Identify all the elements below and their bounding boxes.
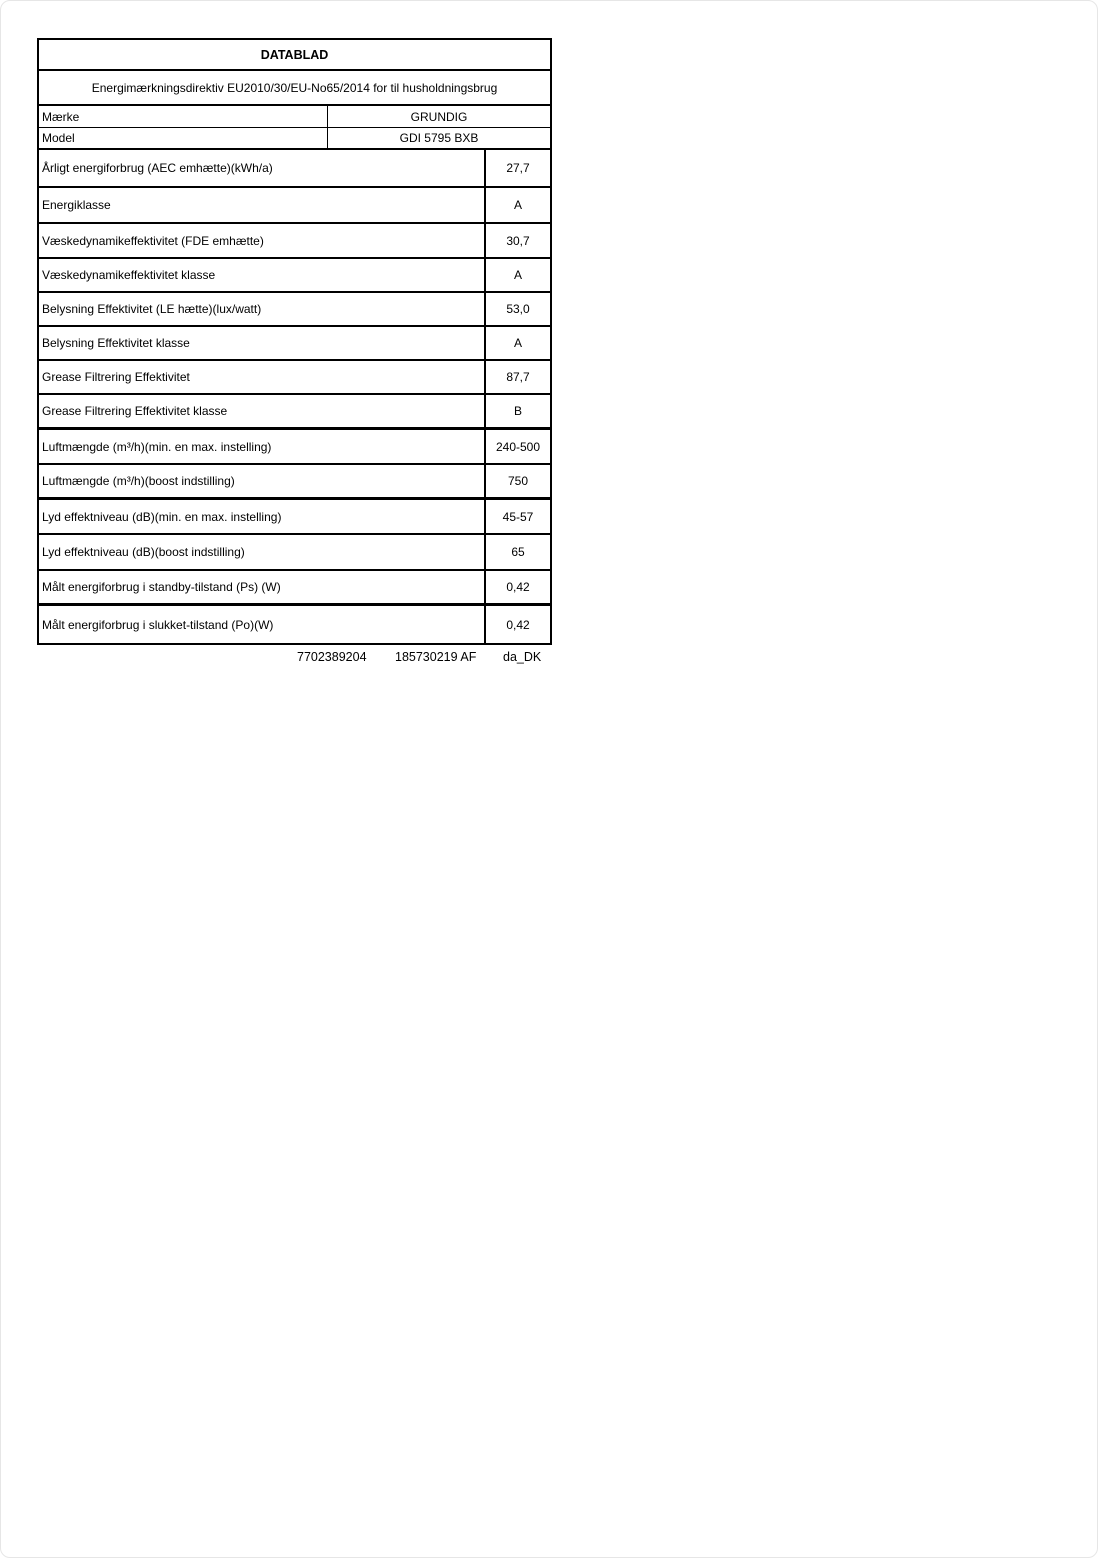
row-value: A xyxy=(513,268,522,282)
footer-code-2: 185730219 AF xyxy=(395,650,477,664)
model-value: GDI 5795 BXB xyxy=(399,131,479,145)
row-value: 240-500 xyxy=(495,439,541,454)
row-label: Væskedynamikeffektivitet (FDE emhætte) xyxy=(39,224,486,257)
row-value: A xyxy=(513,336,522,350)
table-row xyxy=(39,395,550,430)
row-label: Grease Filtrering Effektivitet klasse xyxy=(39,395,486,427)
row-value: 0,42 xyxy=(506,617,530,632)
row-label: Luftmængde (m³/h)(min. en max. instelling) xyxy=(39,430,486,463)
table-row xyxy=(39,571,550,606)
row-label: Grease Filtrering Effektivitet xyxy=(39,361,486,393)
document-footer xyxy=(37,650,552,666)
brand-row xyxy=(39,106,550,128)
model-row xyxy=(39,128,550,150)
row-value: 53,0 xyxy=(506,302,530,316)
row-value: 0,42 xyxy=(506,580,530,594)
row-label: Væskedynamikeffektivitet klasse xyxy=(39,259,486,291)
brand-label: Mærke xyxy=(39,106,328,127)
data-sheet-table xyxy=(37,38,552,645)
row-label: Luftmængde (m³/h)(boost indstilling) xyxy=(39,465,486,497)
row-value: B xyxy=(513,404,522,418)
row-label: Belysning Effektivitet klasse xyxy=(39,327,486,359)
brand-value: GRUNDIG xyxy=(410,109,468,124)
table-row xyxy=(39,465,550,500)
row-value: 45-57 xyxy=(502,509,534,524)
row-label: Målt energiforbrug i slukket-tilstand (Po)(W) xyxy=(39,606,486,643)
row-value: 30,7 xyxy=(506,233,530,248)
title-row xyxy=(39,40,550,71)
subtitle-row xyxy=(39,71,550,106)
table-row xyxy=(39,150,550,188)
table-row xyxy=(39,606,550,643)
table-row xyxy=(39,430,550,465)
sheet-subtitle: Energimærkningsdirektiv EU2010/30/EU-No65/2014 for til husholdningsbrug xyxy=(91,80,498,95)
sheet-title: DATABLAD xyxy=(260,47,329,62)
row-value: 27,7 xyxy=(506,161,530,175)
row-label: Lyd effektniveau (dB)(min. en max. instelling) xyxy=(39,500,486,533)
row-label: Lyd effektniveau (dB)(boost indstilling) xyxy=(39,535,486,569)
footer-code-1: 7702389204 xyxy=(297,650,367,664)
model-label: Model xyxy=(39,128,328,148)
row-value: 65 xyxy=(511,545,525,559)
row-label: Målt energiforbrug i standby-tilstand (Ps) (W) xyxy=(39,571,486,603)
row-label: Årligt energiforbrug (AEC emhætte)(kWh/a) xyxy=(39,150,486,186)
row-value: A xyxy=(513,198,522,212)
row-value: 750 xyxy=(507,474,529,488)
row-label: Energiklasse xyxy=(39,188,486,222)
row-value: 87,7 xyxy=(506,370,530,384)
table-row xyxy=(39,535,550,571)
footer-locale: da_DK xyxy=(503,650,542,664)
table-row xyxy=(39,188,550,224)
row-label: Belysning Effektivitet (LE hætte)(lux/watt) xyxy=(39,293,486,325)
table-row xyxy=(39,293,550,327)
table-row xyxy=(39,327,550,361)
table-row xyxy=(39,224,550,259)
table-row xyxy=(39,500,550,535)
table-row xyxy=(39,361,550,395)
table-row xyxy=(39,259,550,293)
